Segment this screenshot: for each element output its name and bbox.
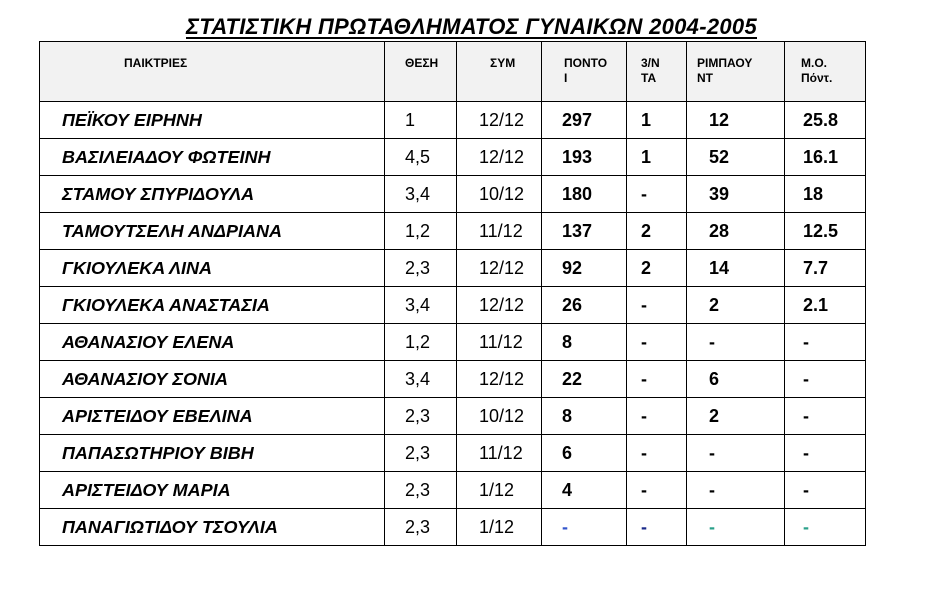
position-cell: 3,4	[385, 361, 457, 398]
average-points-cell: 2.1	[785, 287, 866, 324]
three-pointers-cell: 2	[627, 250, 687, 287]
games-cell: 10/12	[457, 398, 542, 435]
points-cell: 8	[542, 398, 627, 435]
games-cell: 10/12	[457, 176, 542, 213]
points-cell: -	[542, 509, 627, 546]
stats-table	[39, 41, 866, 546]
three-pointers-cell: -	[627, 287, 687, 324]
points-cell: 26	[542, 287, 627, 324]
table-body	[40, 102, 866, 546]
average-points-cell: 25.8	[785, 102, 866, 139]
average-points-cell: 7.7	[785, 250, 866, 287]
table-row	[40, 250, 866, 287]
games-cell: 12/12	[457, 250, 542, 287]
games-cell: 12/12	[457, 102, 542, 139]
rebounds-cell: -	[687, 472, 785, 509]
games-cell: 11/12	[457, 435, 542, 472]
rebounds-cell: 2	[687, 398, 785, 435]
average-points-cell: -	[785, 435, 866, 472]
column-header-three-pointers: 3/Ν ΤΑ	[627, 42, 687, 102]
player-name: ΣΤΑΜΟΥ ΣΠΥΡΙΔΟΥΛΑ	[40, 176, 385, 213]
points-cell: 8	[542, 324, 627, 361]
table-header-row	[40, 42, 866, 102]
rebounds-cell: 28	[687, 213, 785, 250]
three-pointers-cell: 1	[627, 102, 687, 139]
average-points-cell: 16.1	[785, 139, 866, 176]
games-cell: 1/12	[457, 509, 542, 546]
player-name: ΤΑΜΟΥΤΣΕΛΗ ΑΝΔΡΙΑΝΑ	[40, 213, 385, 250]
player-name: ΑΡΙΣΤΕΙΔΟΥ ΜΑΡΙΑ	[40, 472, 385, 509]
page-title: ΣΤΑΤΙΣΤΙΚΗ ΠΡΩΤΑΘΛΗΜΑΤΟΣ ΓΥΝΑΙΚΩΝ 2004-2005	[186, 14, 757, 39]
column-header-average-points: Μ.Ο. Πόντ.	[785, 42, 866, 102]
position-cell: 3,4	[385, 176, 457, 213]
games-cell: 11/12	[457, 213, 542, 250]
position-cell: 1,2	[385, 324, 457, 361]
three-pointers-cell: -	[627, 435, 687, 472]
rebounds-cell: -	[687, 435, 785, 472]
three-pointers-cell: -	[627, 398, 687, 435]
points-cell: 297	[542, 102, 627, 139]
games-cell: 12/12	[457, 139, 542, 176]
three-pointers-cell: -	[627, 176, 687, 213]
three-pointers-cell: -	[627, 361, 687, 398]
table-row	[40, 139, 866, 176]
average-points-cell: -	[785, 324, 866, 361]
games-cell: 12/12	[457, 361, 542, 398]
rebounds-cell: 52	[687, 139, 785, 176]
position-cell: 2,3	[385, 435, 457, 472]
rebounds-cell: 6	[687, 361, 785, 398]
table-row	[40, 398, 866, 435]
position-cell: 1	[385, 102, 457, 139]
position-cell: 4,5	[385, 139, 457, 176]
player-name: ΓΚΙΟΥΛΕΚΑ ΛΙΝΑ	[40, 250, 385, 287]
average-points-cell: -	[785, 509, 866, 546]
games-cell: 11/12	[457, 324, 542, 361]
games-cell: 1/12	[457, 472, 542, 509]
average-points-cell: -	[785, 472, 866, 509]
player-name: ΠΕΪΚΟΥ ΕΙΡΗΝΗ	[40, 102, 385, 139]
three-pointers-cell: -	[627, 509, 687, 546]
points-cell: 92	[542, 250, 627, 287]
rebounds-cell: 12	[687, 102, 785, 139]
rebounds-cell: 14	[687, 250, 785, 287]
position-cell: 2,3	[385, 472, 457, 509]
table-row	[40, 176, 866, 213]
table-row	[40, 435, 866, 472]
table-row	[40, 287, 866, 324]
rebounds-cell: 39	[687, 176, 785, 213]
position-cell: 2,3	[385, 398, 457, 435]
points-cell: 4	[542, 472, 627, 509]
position-cell: 1,2	[385, 213, 457, 250]
average-points-cell: -	[785, 398, 866, 435]
three-pointers-cell: 1	[627, 139, 687, 176]
player-name: ΠΑΝΑΓΙΩΤΙΔΟΥ ΤΣΟΥΛΙΑ	[40, 509, 385, 546]
rebounds-cell: 2	[687, 287, 785, 324]
position-cell: 2,3	[385, 509, 457, 546]
player-name: ΒΑΣΙΛΕΙΑΔΟΥ ΦΩΤΕΙΝΗ	[40, 139, 385, 176]
three-pointers-cell: -	[627, 324, 687, 361]
three-pointers-cell: -	[627, 472, 687, 509]
rebounds-cell: -	[687, 324, 785, 361]
table-row	[40, 324, 866, 361]
column-header-points: ΠΟΝΤΟ Ι	[542, 42, 627, 102]
average-points-cell: 18	[785, 176, 866, 213]
column-header-players: ΠΑΙΚΤΡΙΕΣ	[40, 42, 385, 102]
table-row	[40, 509, 866, 546]
position-cell: 2,3	[385, 250, 457, 287]
table-row	[40, 213, 866, 250]
points-cell: 193	[542, 139, 627, 176]
table-row	[40, 472, 866, 509]
column-header-games: ΣΥΜ	[457, 42, 542, 102]
player-name: ΑΡΙΣΤΕΙΔΟΥ ΕΒΕΛΙΝΑ	[40, 398, 385, 435]
column-header-position: ΘΕΣΗ	[385, 42, 457, 102]
column-header-rebounds: ΡΙΜΠΑΟΥ ΝΤ	[687, 42, 785, 102]
player-name: ΑΘΑΝΑΣΙΟΥ ΕΛΕΝΑ	[40, 324, 385, 361]
table-row	[40, 102, 866, 139]
table-row	[40, 361, 866, 398]
average-points-cell: -	[785, 361, 866, 398]
position-cell: 3,4	[385, 287, 457, 324]
rebounds-cell: -	[687, 509, 785, 546]
player-name: ΠΑΠΑΣΩΤΗΡΙΟΥ ΒΙΒΗ	[40, 435, 385, 472]
points-cell: 6	[542, 435, 627, 472]
games-cell: 12/12	[457, 287, 542, 324]
player-name: ΓΚΙΟΥΛΕΚΑ ΑΝΑΣΤΑΣΙΑ	[40, 287, 385, 324]
points-cell: 137	[542, 213, 627, 250]
points-cell: 22	[542, 361, 627, 398]
points-cell: 180	[542, 176, 627, 213]
average-points-cell: 12.5	[785, 213, 866, 250]
three-pointers-cell: 2	[627, 213, 687, 250]
player-name: ΑΘΑΝΑΣΙΟΥ ΣΟΝΙΑ	[40, 361, 385, 398]
